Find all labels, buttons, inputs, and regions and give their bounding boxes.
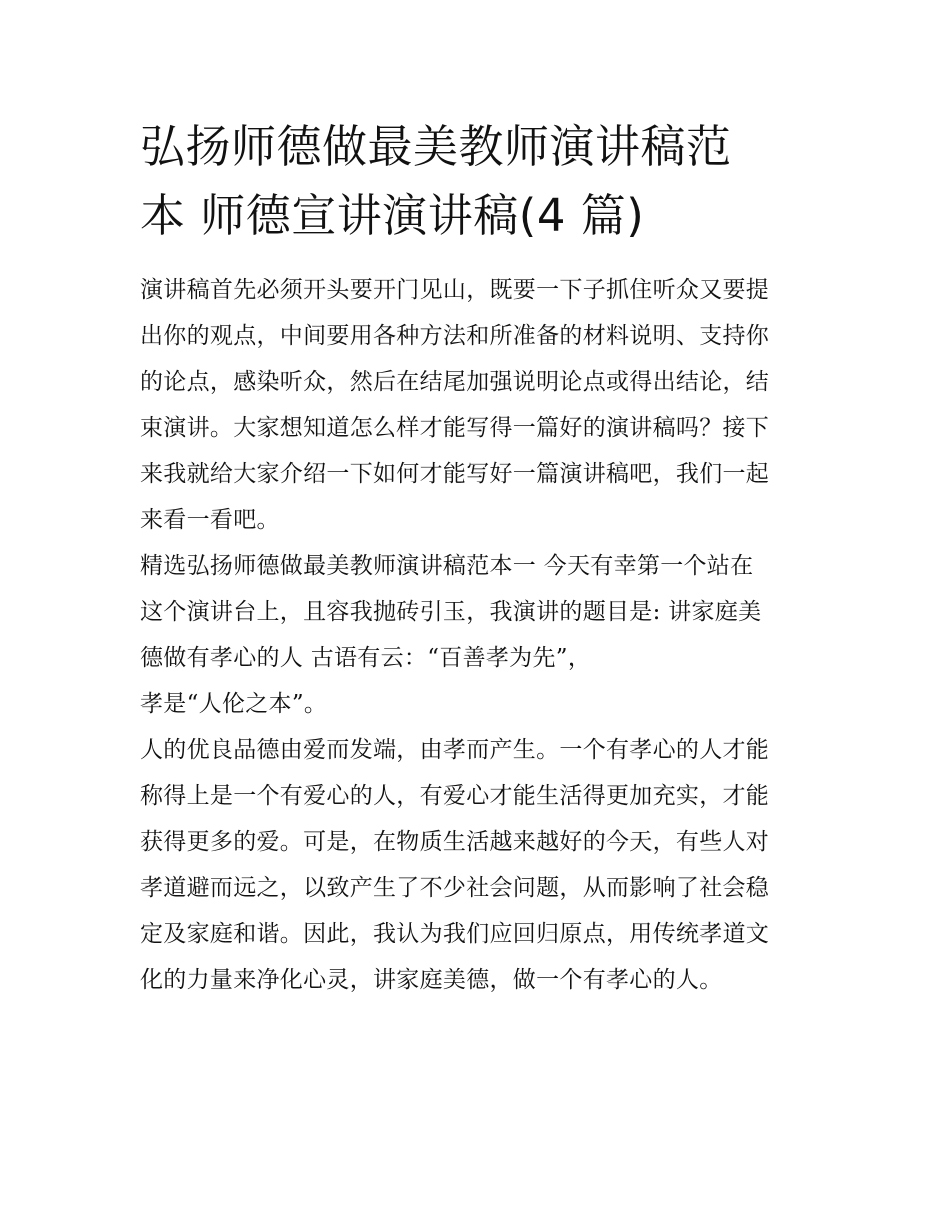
paragraph-intro <box>140 267 816 543</box>
paragraph-line: 精选弘扬师德做最美教师演讲稿范本一 今天有幸第一个站在 <box>140 553 754 579</box>
document-body <box>140 267 816 1003</box>
paragraph-line: 人的优良品德由爱而发端，由孝而产生。一个有孝心的人才能 <box>140 737 770 763</box>
paragraph-filial-root <box>140 681 816 727</box>
paragraph-line: 德做有孝心的人 古语有云：“百善孝为先”， <box>140 645 592 671</box>
paragraph-line: 定及家庭和谐。因此，我认为我们应回归原点，用传统孝道文 <box>140 921 770 947</box>
paragraph-line: 束演讲。大家想知道怎么样才能写得一篇好的演讲稿吗？接下 <box>140 415 770 441</box>
paragraph-line: 孝是“人伦之本”。 <box>140 691 328 717</box>
title-line-1: 弘扬师德做最美教师演讲稿范 <box>140 120 732 173</box>
document-page <box>140 112 816 1003</box>
paragraph-line: 的论点，感染听众，然后在结尾加强说明论点或得出结论，结 <box>140 369 770 395</box>
document-title <box>140 112 816 250</box>
paragraph-selection-one <box>140 543 816 681</box>
paragraph-line: 来看一看吧。 <box>140 507 280 533</box>
paragraph-line: 孝道避而远之，以致产生了不少社会问题，从而影响了社会稳 <box>140 875 770 901</box>
paragraph-line: 演讲稿首先必须开头要开门见山，既要一下子抓住听众又要提 <box>140 277 770 303</box>
paragraph-line: 获得更多的爱。可是，在物质生活越来越好的今天，有些人对 <box>140 829 770 855</box>
paragraph-line: 称得上是一个有爱心的人，有爱心才能生活得更加充实，才能 <box>140 783 770 809</box>
paragraph-line: 这个演讲台上，且容我抛砖引玉，我演讲的题目是: 讲家庭美 <box>140 599 762 625</box>
paragraph-line: 化的力量来净化心灵，讲家庭美德，做一个有孝心的人。 <box>140 967 723 993</box>
paragraph-line: 来我就给大家介绍一下如何才能写好一篇演讲稿吧，我们一起 <box>140 461 770 487</box>
paragraph-virtue <box>140 727 816 1003</box>
title-line-2: 本 师德宣讲演讲稿(4 篇) <box>140 189 645 242</box>
paragraph-line: 出你的观点，中间要用各种方法和所准备的材料说明、支持你 <box>140 323 770 349</box>
